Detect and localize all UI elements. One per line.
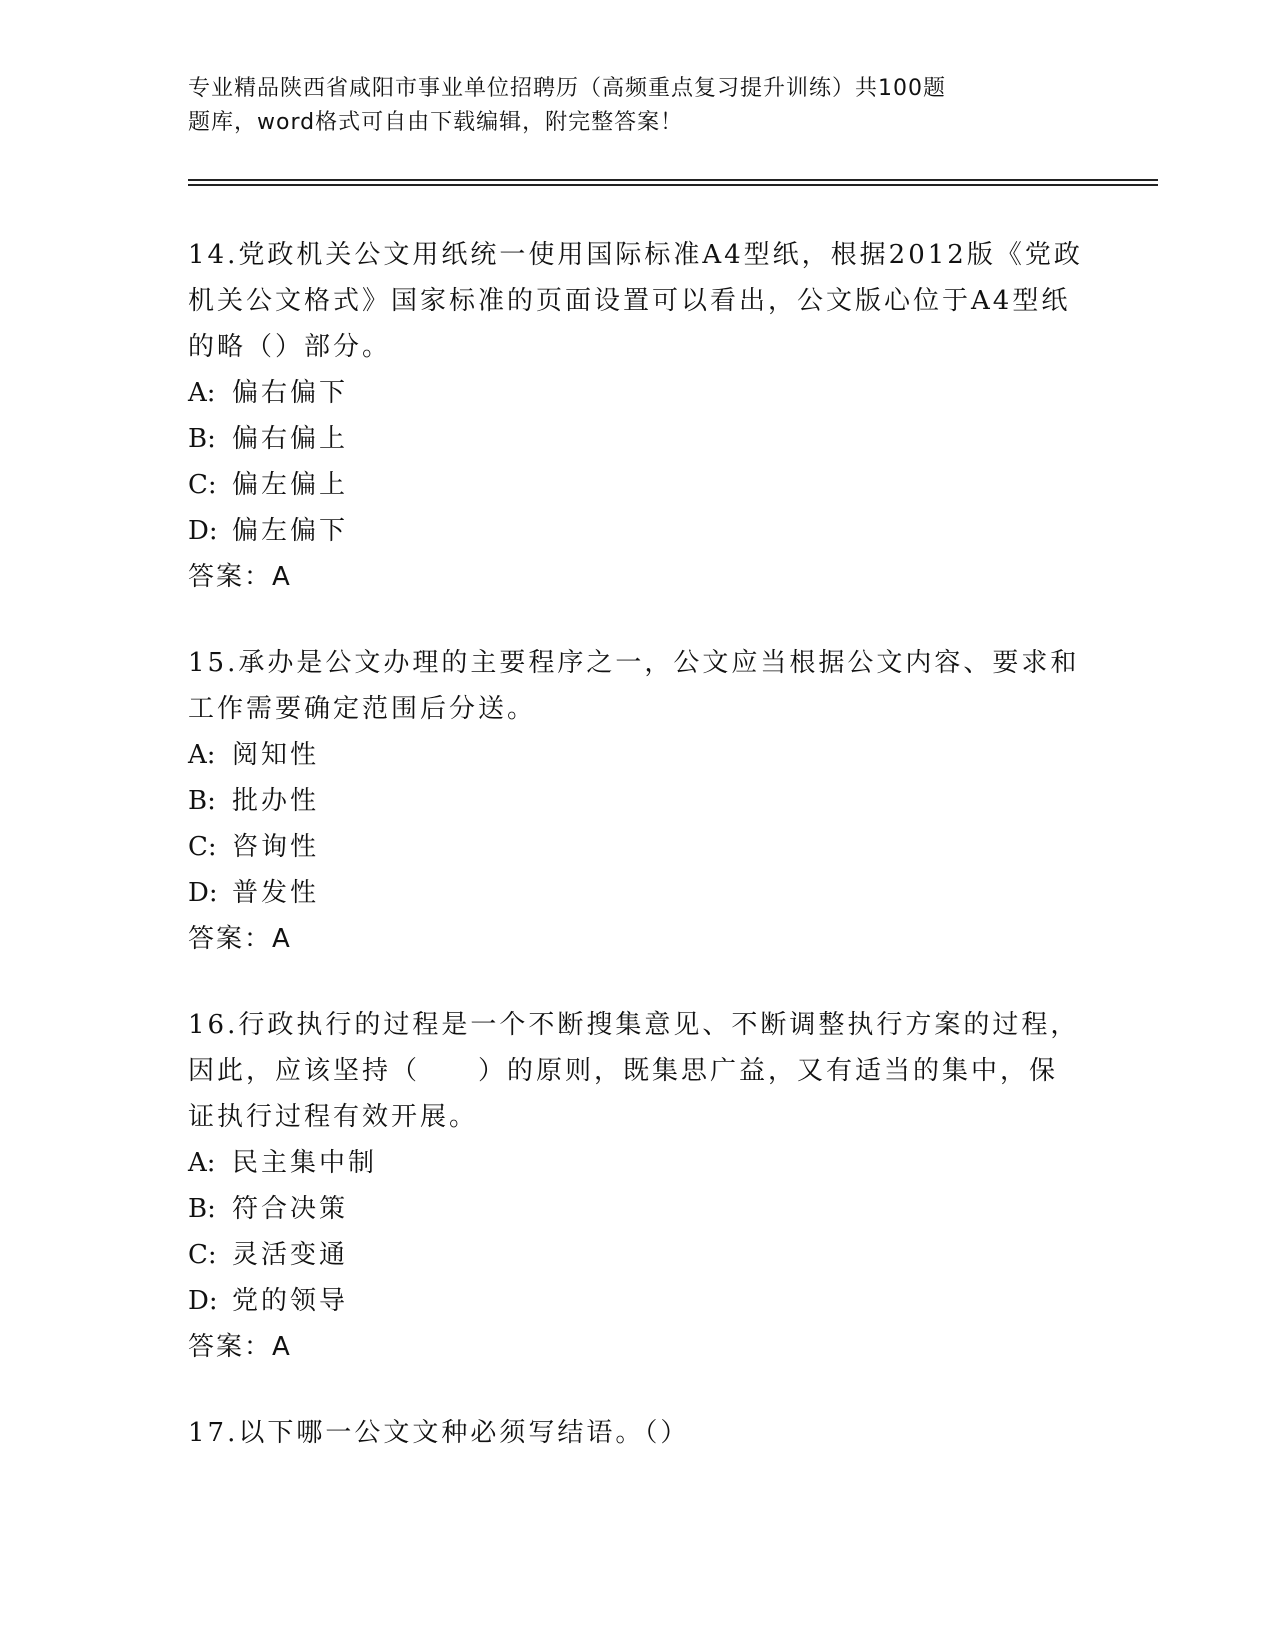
- stem-line: 17.以下哪一公文文种必须写结语。（）: [188, 1418, 690, 1448]
- option-text: 符合决策: [232, 1194, 349, 1224]
- question-stem: [188, 640, 1088, 732]
- option-text: 党的领导: [232, 1286, 349, 1316]
- option-text: 偏左偏下: [232, 516, 349, 546]
- option-d: [188, 870, 1088, 916]
- option-b: [188, 416, 1088, 462]
- option-c: [188, 462, 1088, 508]
- question-15: [188, 640, 1088, 962]
- question-stem: [188, 1002, 1088, 1140]
- option-key: A:: [188, 740, 216, 770]
- header-divider-top: [188, 179, 1158, 181]
- header-line-1: 专业精品陕西省咸阳市事业单位招聘历（高频重点复习提升训练）共100题: [188, 76, 946, 101]
- option-key: B:: [188, 424, 216, 454]
- option-text: 普发性: [232, 878, 320, 908]
- answer-line: 答案：A: [188, 562, 292, 592]
- option-key: C:: [188, 832, 217, 862]
- option-key: A:: [188, 1148, 216, 1178]
- stem-line: 14.党政机关公文用纸统一使用国际标准A4型纸，根据2012版《党政: [188, 240, 1083, 270]
- option-text: 偏右偏下: [232, 378, 349, 408]
- option-key: D:: [188, 1286, 218, 1316]
- option-a: [188, 1140, 1088, 1186]
- option-key: D:: [188, 878, 218, 908]
- header-divider-bottom: [188, 184, 1158, 186]
- question-stem: [188, 232, 1088, 370]
- option-key: C:: [188, 470, 217, 500]
- option-text: 灵活变通: [232, 1240, 349, 1270]
- option-b: [188, 1186, 1088, 1232]
- option-text: 咨询性: [232, 832, 320, 862]
- question-16: [188, 1002, 1088, 1370]
- stem-line: 的略（）部分。: [188, 332, 392, 362]
- option-key: B:: [188, 1194, 216, 1224]
- stem-line: 16.行政执行的过程是一个不断搜集意见、不断调整执行方案的过程，: [188, 1010, 1080, 1040]
- option-key: A:: [188, 378, 216, 408]
- option-text: 偏左偏上: [232, 470, 349, 500]
- option-text: 批办性: [232, 786, 320, 816]
- answer-line: 答案：A: [188, 1332, 292, 1362]
- question-17: [188, 1410, 1088, 1456]
- stem-line: 证执行过程有效开展。: [188, 1102, 479, 1132]
- option-c: [188, 1232, 1088, 1278]
- option-text: 民主集中制: [232, 1148, 378, 1178]
- option-key: C:: [188, 1240, 217, 1270]
- document-header: [188, 72, 1088, 140]
- question-stem: [188, 1410, 1088, 1456]
- option-key: D:: [188, 516, 218, 546]
- option-d: [188, 1278, 1088, 1324]
- option-b: [188, 778, 1088, 824]
- option-c: [188, 824, 1088, 870]
- question-list: [188, 232, 1088, 1496]
- option-text: 阅知性: [232, 740, 320, 770]
- stem-line: 工作需要确定范围后分送。: [188, 694, 537, 724]
- option-text: 偏右偏上: [232, 424, 349, 454]
- stem-line: 因此，应该坚持（ ）的原则，既集思广益，又有适当的集中，保: [188, 1056, 1059, 1086]
- stem-line: 机关公文格式》国家标准的页面设置可以看出，公文版心位于A4型纸: [188, 286, 1071, 316]
- option-key: B:: [188, 786, 216, 816]
- option-a: [188, 370, 1088, 416]
- stem-line: 15.承办是公文办理的主要程序之一，公文应当根据公文内容、要求和: [188, 648, 1080, 678]
- question-14: [188, 232, 1088, 600]
- header-line-2: 题库，word格式可自由下载编辑，附完整答案！: [188, 110, 684, 135]
- option-a: [188, 732, 1088, 778]
- option-d: [188, 508, 1088, 554]
- answer-line: 答案：A: [188, 924, 292, 954]
